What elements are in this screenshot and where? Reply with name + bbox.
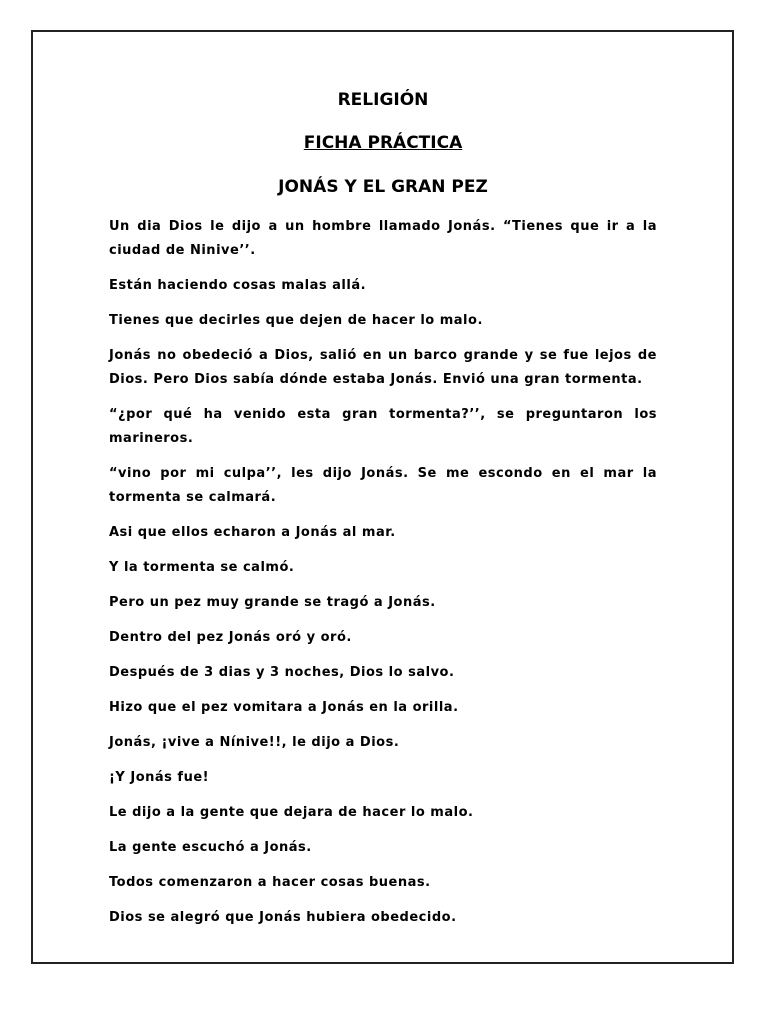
- paragraph-13: Jonás, ¡vive a Nínive!!, le dijo a Dios.: [109, 735, 400, 750]
- paragraph-10: Dentro del pez Jonás oró y oró.: [109, 630, 352, 645]
- subject-heading: RELIGIÓN: [337, 90, 429, 110]
- paragraph-15: Le dijo a la gente que dejara de hacer lo malo.: [109, 805, 474, 820]
- paragraph-17: Todos comenzaron a hacer cosas buenas.: [109, 875, 431, 890]
- paragraph-1: Un dia Dios le dijo a un hombre llamado Jonás. “Tienes que ir a la ciudad de Ninive’’.: [109, 219, 657, 258]
- story-title: JONÁS Y EL GRAN PEZ: [278, 177, 488, 197]
- paragraph-9: Pero un pez muy grande se tragó a Jonás.: [109, 595, 436, 610]
- paragraph-16: La gente escuchó a Jonás.: [109, 840, 312, 855]
- paragraph-6: “vino por mi culpa’’, les dijo Jonás. Se me escondo en el mar la tormenta se calmará.: [109, 466, 657, 505]
- paragraph-3: Tienes que decirles que dejen de hacer lo malo.: [109, 313, 483, 328]
- paragraph-5: “¿por qué ha venido esta gran tormenta?’’, se preguntaron los marineros.: [109, 407, 657, 446]
- paragraph-11: Después de 3 dias y 3 noches, Dios lo salvo.: [109, 665, 455, 680]
- paragraph-12: Hizo que el pez vomitara a Jonás en la orilla.: [109, 700, 459, 715]
- paragraph-8: Y la tormenta se calmó.: [109, 560, 295, 575]
- paragraph-14: ¡Y Jonás fue!: [109, 770, 210, 785]
- paragraph-2: Están haciendo cosas malas allá.: [109, 278, 367, 293]
- paragraph-4: Jonás no obedeció a Dios, salió en un barco grande y se fue lejos de Dios. Pero Dios sabía dónde estaba Jonás. Envió una gran tormenta.: [109, 348, 657, 387]
- paragraph-18: Dios se alegró que Jonás hubiera obedecido.: [109, 910, 457, 925]
- paragraph-7: Asi que ellos echaron a Jonás al mar.: [109, 525, 396, 540]
- document-body: [109, 88, 657, 941]
- worksheet-heading: FICHA PRÁCTICA: [303, 133, 463, 153]
